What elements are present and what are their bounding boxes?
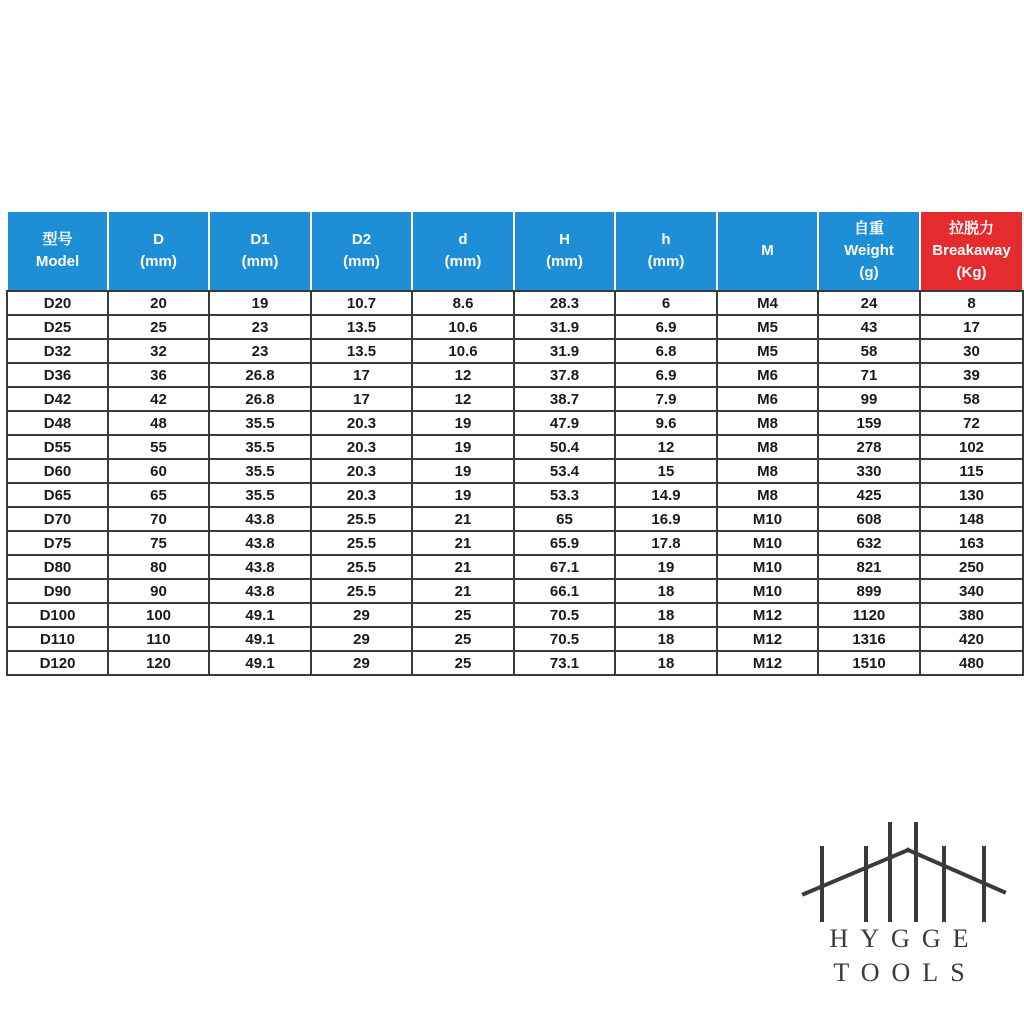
table-cell: 330 <box>818 459 920 483</box>
column-header-line: 自重 <box>853 220 884 237</box>
table-row <box>7 459 1023 483</box>
table-cell: 90 <box>108 579 209 603</box>
table-cell: D70 <box>7 507 108 531</box>
table-cell: 50.4 <box>514 435 615 459</box>
table-cell: 25 <box>412 603 514 627</box>
table-cell: 23 <box>209 315 311 339</box>
table-cell: M12 <box>717 651 818 675</box>
column-header-0 <box>7 211 108 291</box>
table-cell: 15 <box>615 459 717 483</box>
table-cell: D110 <box>7 627 108 651</box>
table-header-row <box>7 211 1023 291</box>
table-cell: D20 <box>7 291 108 315</box>
table-cell: 18 <box>615 579 717 603</box>
table-cell: 80 <box>108 555 209 579</box>
table-cell: D60 <box>7 459 108 483</box>
table-cell: D36 <box>7 363 108 387</box>
table-cell: 67.1 <box>514 555 615 579</box>
table-cell: 48 <box>108 411 209 435</box>
table-cell: 17 <box>920 315 1023 339</box>
column-header-line: M <box>761 242 774 259</box>
table-cell: 53.4 <box>514 459 615 483</box>
table-cell: 9.6 <box>615 411 717 435</box>
table-cell: D25 <box>7 315 108 339</box>
column-header-5 <box>514 211 615 291</box>
table-cell: 17 <box>311 387 412 411</box>
table-cell: 20 <box>108 291 209 315</box>
table-cell: 100 <box>108 603 209 627</box>
table-cell: D65 <box>7 483 108 507</box>
table-cell: 49.1 <box>209 603 311 627</box>
table-row <box>7 291 1023 315</box>
table-cell: M10 <box>717 531 818 555</box>
table-cell: 20.3 <box>311 459 412 483</box>
table-cell: 70 <box>108 507 209 531</box>
table-cell: 16.9 <box>615 507 717 531</box>
column-header-line: (mm) <box>343 253 380 270</box>
table-cell: 8 <box>920 291 1023 315</box>
table-row <box>7 411 1023 435</box>
table-cell: 1316 <box>818 627 920 651</box>
table-cell: 10.6 <box>412 315 514 339</box>
table-cell: D120 <box>7 651 108 675</box>
table-cell: 70.5 <box>514 603 615 627</box>
table-cell: 24 <box>818 291 920 315</box>
table-cell: 58 <box>920 387 1023 411</box>
table-row <box>7 339 1023 363</box>
column-header-line: h <box>661 231 671 248</box>
table-cell: 31.9 <box>514 315 615 339</box>
table-row <box>7 435 1023 459</box>
table-cell: 10.6 <box>412 339 514 363</box>
table-cell: 18 <box>615 603 717 627</box>
table-cell: 99 <box>818 387 920 411</box>
table-cell: M6 <box>717 363 818 387</box>
table-cell: 21 <box>412 531 514 555</box>
table-cell: 47.9 <box>514 411 615 435</box>
table-body <box>7 291 1023 675</box>
table-cell: M8 <box>717 435 818 459</box>
column-header-line: Weight <box>844 242 894 259</box>
table-cell: M8 <box>717 483 818 507</box>
table-cell: M10 <box>717 555 818 579</box>
table-cell: D48 <box>7 411 108 435</box>
column-header-line: 拉脱力 <box>948 220 994 237</box>
table-cell: M10 <box>717 507 818 531</box>
table-cell: 32 <box>108 339 209 363</box>
table-cell: 35.5 <box>209 459 311 483</box>
table-cell: 25.5 <box>311 531 412 555</box>
table-cell: 26.8 <box>209 387 311 411</box>
table-cell: 13.5 <box>311 315 412 339</box>
table-cell: 20.3 <box>311 483 412 507</box>
table-cell: M10 <box>717 579 818 603</box>
column-header-line: H <box>559 231 570 248</box>
spec-table <box>6 210 1024 676</box>
table-cell: 65.9 <box>514 531 615 555</box>
table-cell: 110 <box>108 627 209 651</box>
table-cell: 28.3 <box>514 291 615 315</box>
table-cell: 25 <box>412 651 514 675</box>
table-cell: 120 <box>108 651 209 675</box>
column-header-line: d <box>458 231 468 248</box>
table-cell: D100 <box>7 603 108 627</box>
table-row <box>7 387 1023 411</box>
table-cell: 18 <box>615 627 717 651</box>
table-cell: 23 <box>209 339 311 363</box>
table-cell: 43 <box>818 315 920 339</box>
table-cell: 19 <box>412 411 514 435</box>
table-cell: 608 <box>818 507 920 531</box>
column-header-6 <box>615 211 717 291</box>
table-cell: M8 <box>717 459 818 483</box>
table-cell: 66.1 <box>514 579 615 603</box>
table-cell: 39 <box>920 363 1023 387</box>
table-cell: 25.5 <box>311 555 412 579</box>
table-cell: 19 <box>412 459 514 483</box>
table-cell: 17.8 <box>615 531 717 555</box>
table-cell: M4 <box>717 291 818 315</box>
house-logo-icon <box>800 822 1010 922</box>
column-header-line: (mm) <box>241 253 279 270</box>
table-cell: 25 <box>108 315 209 339</box>
table-cell: 163 <box>920 531 1023 555</box>
table-cell: 43.8 <box>209 531 311 555</box>
column-header-3 <box>311 211 412 291</box>
column-header-4 <box>412 211 514 291</box>
table-cell: 18 <box>615 651 717 675</box>
table-row <box>7 555 1023 579</box>
column-header-line: (mm) <box>140 253 177 270</box>
table-row <box>7 651 1023 675</box>
table-cell: 6.9 <box>615 315 717 339</box>
column-header-line: (g) <box>859 264 879 281</box>
table-cell: 30 <box>920 339 1023 363</box>
table-cell: D80 <box>7 555 108 579</box>
table-cell: 65 <box>514 507 615 531</box>
table-cell: 1510 <box>818 651 920 675</box>
table-cell: 17 <box>311 363 412 387</box>
table-cell: 8.6 <box>412 291 514 315</box>
table-cell: 1120 <box>818 603 920 627</box>
table-cell: M12 <box>717 603 818 627</box>
table-cell: 75 <box>108 531 209 555</box>
table-cell: 148 <box>920 507 1023 531</box>
table-cell: 20.3 <box>311 435 412 459</box>
table-cell: 10.7 <box>311 291 412 315</box>
column-header-1 <box>108 211 209 291</box>
table-row <box>7 531 1023 555</box>
column-header-line: D2 <box>351 231 372 248</box>
table-cell: 278 <box>818 435 920 459</box>
table-cell: 35.5 <box>209 435 311 459</box>
table-row <box>7 483 1023 507</box>
table-cell: 43.8 <box>209 507 311 531</box>
table-cell: 19 <box>615 555 717 579</box>
table-cell: 37.8 <box>514 363 615 387</box>
table-cell: D55 <box>7 435 108 459</box>
table-cell: 130 <box>920 483 1023 507</box>
column-header-line: Model <box>35 253 80 270</box>
table-cell: 250 <box>920 555 1023 579</box>
table-cell: 6.9 <box>615 363 717 387</box>
column-header-line: (Kg) <box>956 264 987 281</box>
table-cell: 38.7 <box>514 387 615 411</box>
table-cell: 42 <box>108 387 209 411</box>
table-cell: 25.5 <box>311 579 412 603</box>
table-cell: M12 <box>717 627 818 651</box>
table-cell: M8 <box>717 411 818 435</box>
column-header-line: 型号 <box>42 231 73 248</box>
column-header-2 <box>209 211 311 291</box>
column-header-line: D <box>153 231 164 248</box>
table-cell: 480 <box>920 651 1023 675</box>
table-cell: 36 <box>108 363 209 387</box>
table-row <box>7 507 1023 531</box>
table-cell: 632 <box>818 531 920 555</box>
table-cell: 72 <box>920 411 1023 435</box>
table-cell: 6 <box>615 291 717 315</box>
table-cell: 425 <box>818 483 920 507</box>
table-row <box>7 579 1023 603</box>
column-header-line: (mm) <box>444 253 482 270</box>
table-cell: 25.5 <box>311 507 412 531</box>
column-header-line: (mm) <box>647 253 685 270</box>
table-cell: D32 <box>7 339 108 363</box>
table-cell: 53.3 <box>514 483 615 507</box>
table-row <box>7 315 1023 339</box>
table-cell: 26.8 <box>209 363 311 387</box>
table-cell: 13.5 <box>311 339 412 363</box>
table-cell: 21 <box>412 579 514 603</box>
column-header-line: D1 <box>250 231 270 248</box>
table-cell: 340 <box>920 579 1023 603</box>
column-header-line: (mm) <box>546 253 583 270</box>
table-cell: 43.8 <box>209 555 311 579</box>
column-header-line: Breakaway <box>932 242 1011 259</box>
table-cell: 12 <box>615 435 717 459</box>
table-cell: M5 <box>717 315 818 339</box>
table-cell: 6.8 <box>615 339 717 363</box>
table-cell: 49.1 <box>209 627 311 651</box>
table-cell: 821 <box>818 555 920 579</box>
table-cell: 12 <box>412 363 514 387</box>
table-cell: 7.9 <box>615 387 717 411</box>
table-cell: 49.1 <box>209 651 311 675</box>
table-cell: 35.5 <box>209 483 311 507</box>
table-cell: 14.9 <box>615 483 717 507</box>
table-cell: 60 <box>108 459 209 483</box>
table-cell: 35.5 <box>209 411 311 435</box>
table-cell: 12 <box>412 387 514 411</box>
table-cell: 102 <box>920 435 1023 459</box>
table-cell: D90 <box>7 579 108 603</box>
table-cell: 115 <box>920 459 1023 483</box>
table-cell: 420 <box>920 627 1023 651</box>
table-cell: 43.8 <box>209 579 311 603</box>
table-cell: 29 <box>311 651 412 675</box>
column-header-7 <box>717 211 818 291</box>
table-cell: 19 <box>412 483 514 507</box>
table-cell: D75 <box>7 531 108 555</box>
table-cell: M6 <box>717 387 818 411</box>
table-cell: 55 <box>108 435 209 459</box>
table-cell: 20.3 <box>311 411 412 435</box>
table-cell: 70.5 <box>514 627 615 651</box>
hygge-tools-logo <box>800 822 1010 1012</box>
table-cell: 71 <box>818 363 920 387</box>
table-cell: 25 <box>412 627 514 651</box>
table-cell: D42 <box>7 387 108 411</box>
table-cell: 29 <box>311 603 412 627</box>
table-cell: 73.1 <box>514 651 615 675</box>
table-cell: 29 <box>311 627 412 651</box>
table-cell: 21 <box>412 555 514 579</box>
table-cell: M5 <box>717 339 818 363</box>
table-row <box>7 603 1023 627</box>
table-row <box>7 363 1023 387</box>
table-cell: 159 <box>818 411 920 435</box>
table-cell: 31.9 <box>514 339 615 363</box>
table-cell: 19 <box>412 435 514 459</box>
table-row <box>7 627 1023 651</box>
table-cell: 21 <box>412 507 514 531</box>
table-cell: 899 <box>818 579 920 603</box>
table-cell: 58 <box>818 339 920 363</box>
logo-text-tools: TOOLS <box>833 958 977 987</box>
table-cell: 19 <box>209 291 311 315</box>
table-cell: 380 <box>920 603 1023 627</box>
column-header-8 <box>818 211 920 291</box>
logo-text-hygge: HYGGE <box>829 924 981 953</box>
table-cell: 65 <box>108 483 209 507</box>
column-header-9 <box>920 211 1023 291</box>
